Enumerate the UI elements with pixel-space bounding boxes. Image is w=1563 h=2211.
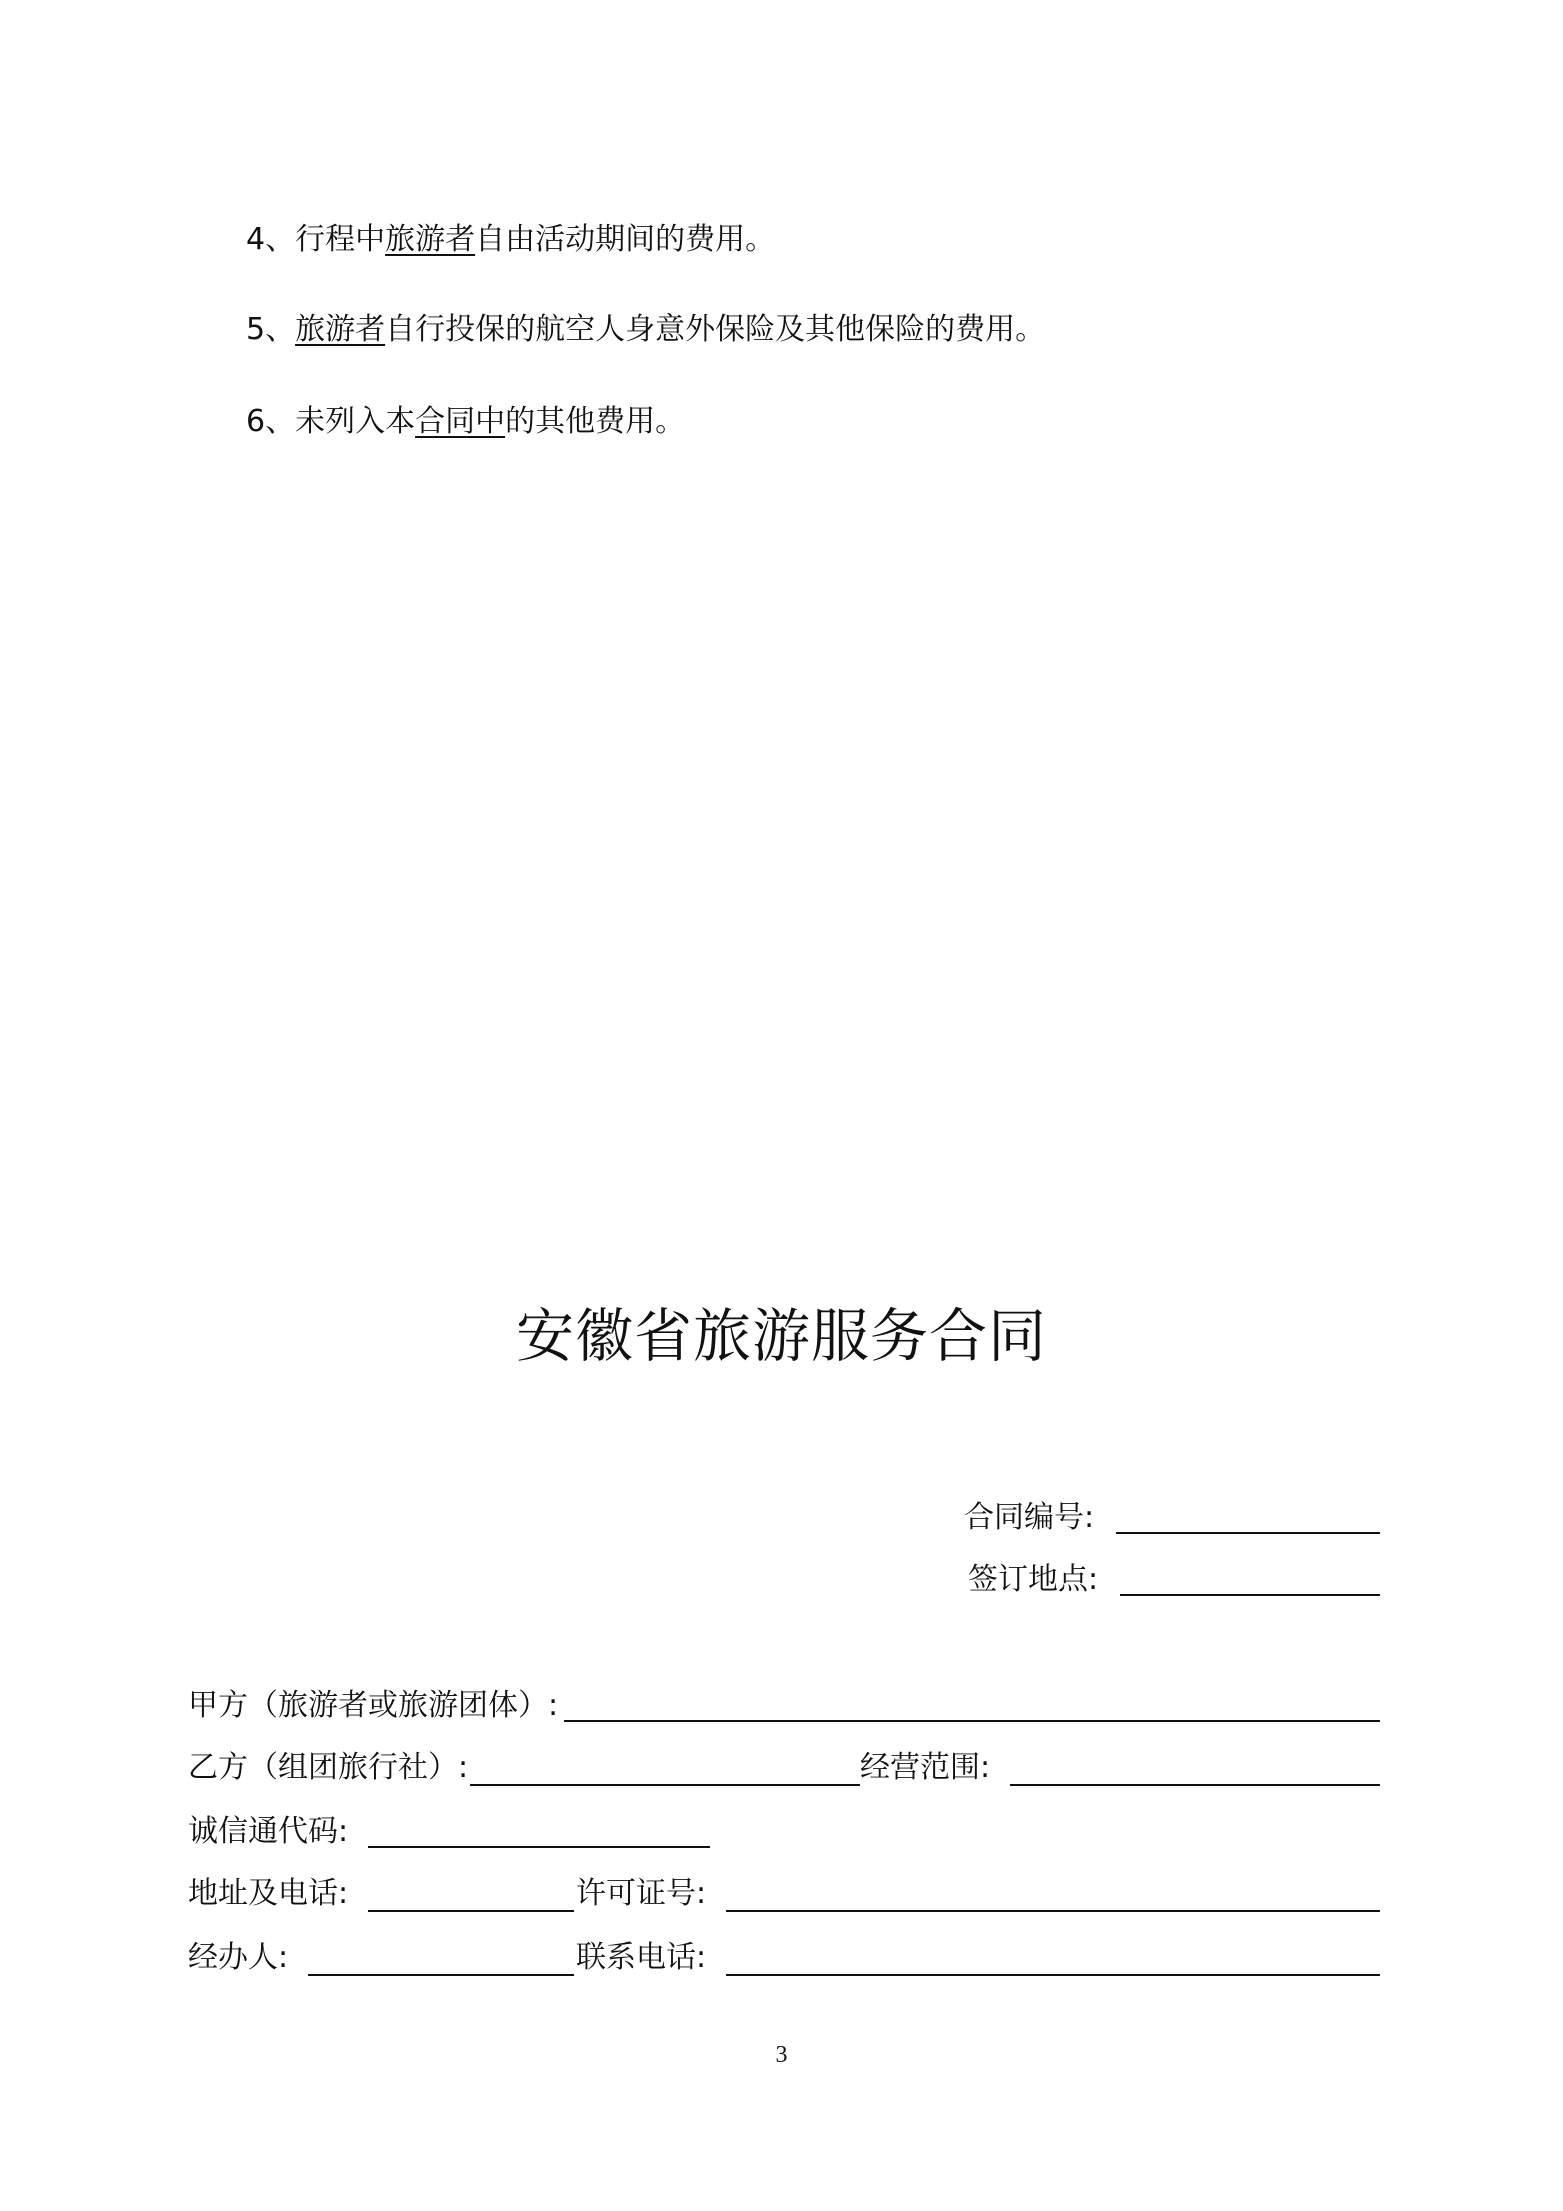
item-underlined-text: 旅游者 <box>385 222 476 257</box>
business-scope-field[interactable] <box>1010 1784 1380 1786</box>
license-no-field[interactable] <box>726 1910 1380 1912</box>
sign-place-field[interactable] <box>1120 1594 1380 1596</box>
item-text: 自行投保的航空人身意外保险及其他保险的费用。 <box>385 312 1046 347</box>
address-phone-label: 地址及电话: <box>188 1876 349 1911</box>
item-text: 4、行程中 <box>246 222 386 257</box>
item-underlined-text: 旅游者 <box>295 312 386 347</box>
party-b-field[interactable] <box>470 1784 860 1786</box>
handler-field[interactable] <box>308 1974 574 1976</box>
credit-code-field[interactable] <box>368 1846 710 1848</box>
party-a-label: 甲方（旅游者或旅游团体）: <box>188 1688 559 1723</box>
item-underlined-text: 合同中 <box>415 404 506 439</box>
item-text: 6、未列入本 <box>246 404 416 439</box>
page-number: 3 <box>775 2042 788 2068</box>
license-no-label: 许可证号: <box>576 1876 707 1911</box>
contract-no-label: 合同编号: <box>964 1500 1095 1535</box>
handler-label: 经办人: <box>188 1940 289 1975</box>
item-text: 自由活动期间的费用。 <box>475 222 776 257</box>
party-b-label: 乙方（组团旅行社）: <box>188 1750 469 1785</box>
sign-place-label: 签订地点: <box>968 1562 1099 1597</box>
contract-title: 安徽省旅游服务合同 <box>515 1302 1047 1370</box>
item-text: 的其他费用。 <box>505 404 686 439</box>
address-phone-field[interactable] <box>368 1910 574 1912</box>
contact-phone-field[interactable] <box>726 1974 1380 1976</box>
item-text: 5、 <box>246 312 296 347</box>
contact-phone-label: 联系电话: <box>576 1940 707 1975</box>
list-item <box>246 310 1045 350</box>
list-item <box>246 402 685 442</box>
credit-code-label: 诚信通代码: <box>188 1814 349 1849</box>
list-item <box>246 220 775 260</box>
business-scope-label: 经营范围: <box>860 1750 991 1785</box>
party-a-field[interactable] <box>564 1720 1380 1722</box>
contract-no-field[interactable] <box>1116 1532 1380 1534</box>
